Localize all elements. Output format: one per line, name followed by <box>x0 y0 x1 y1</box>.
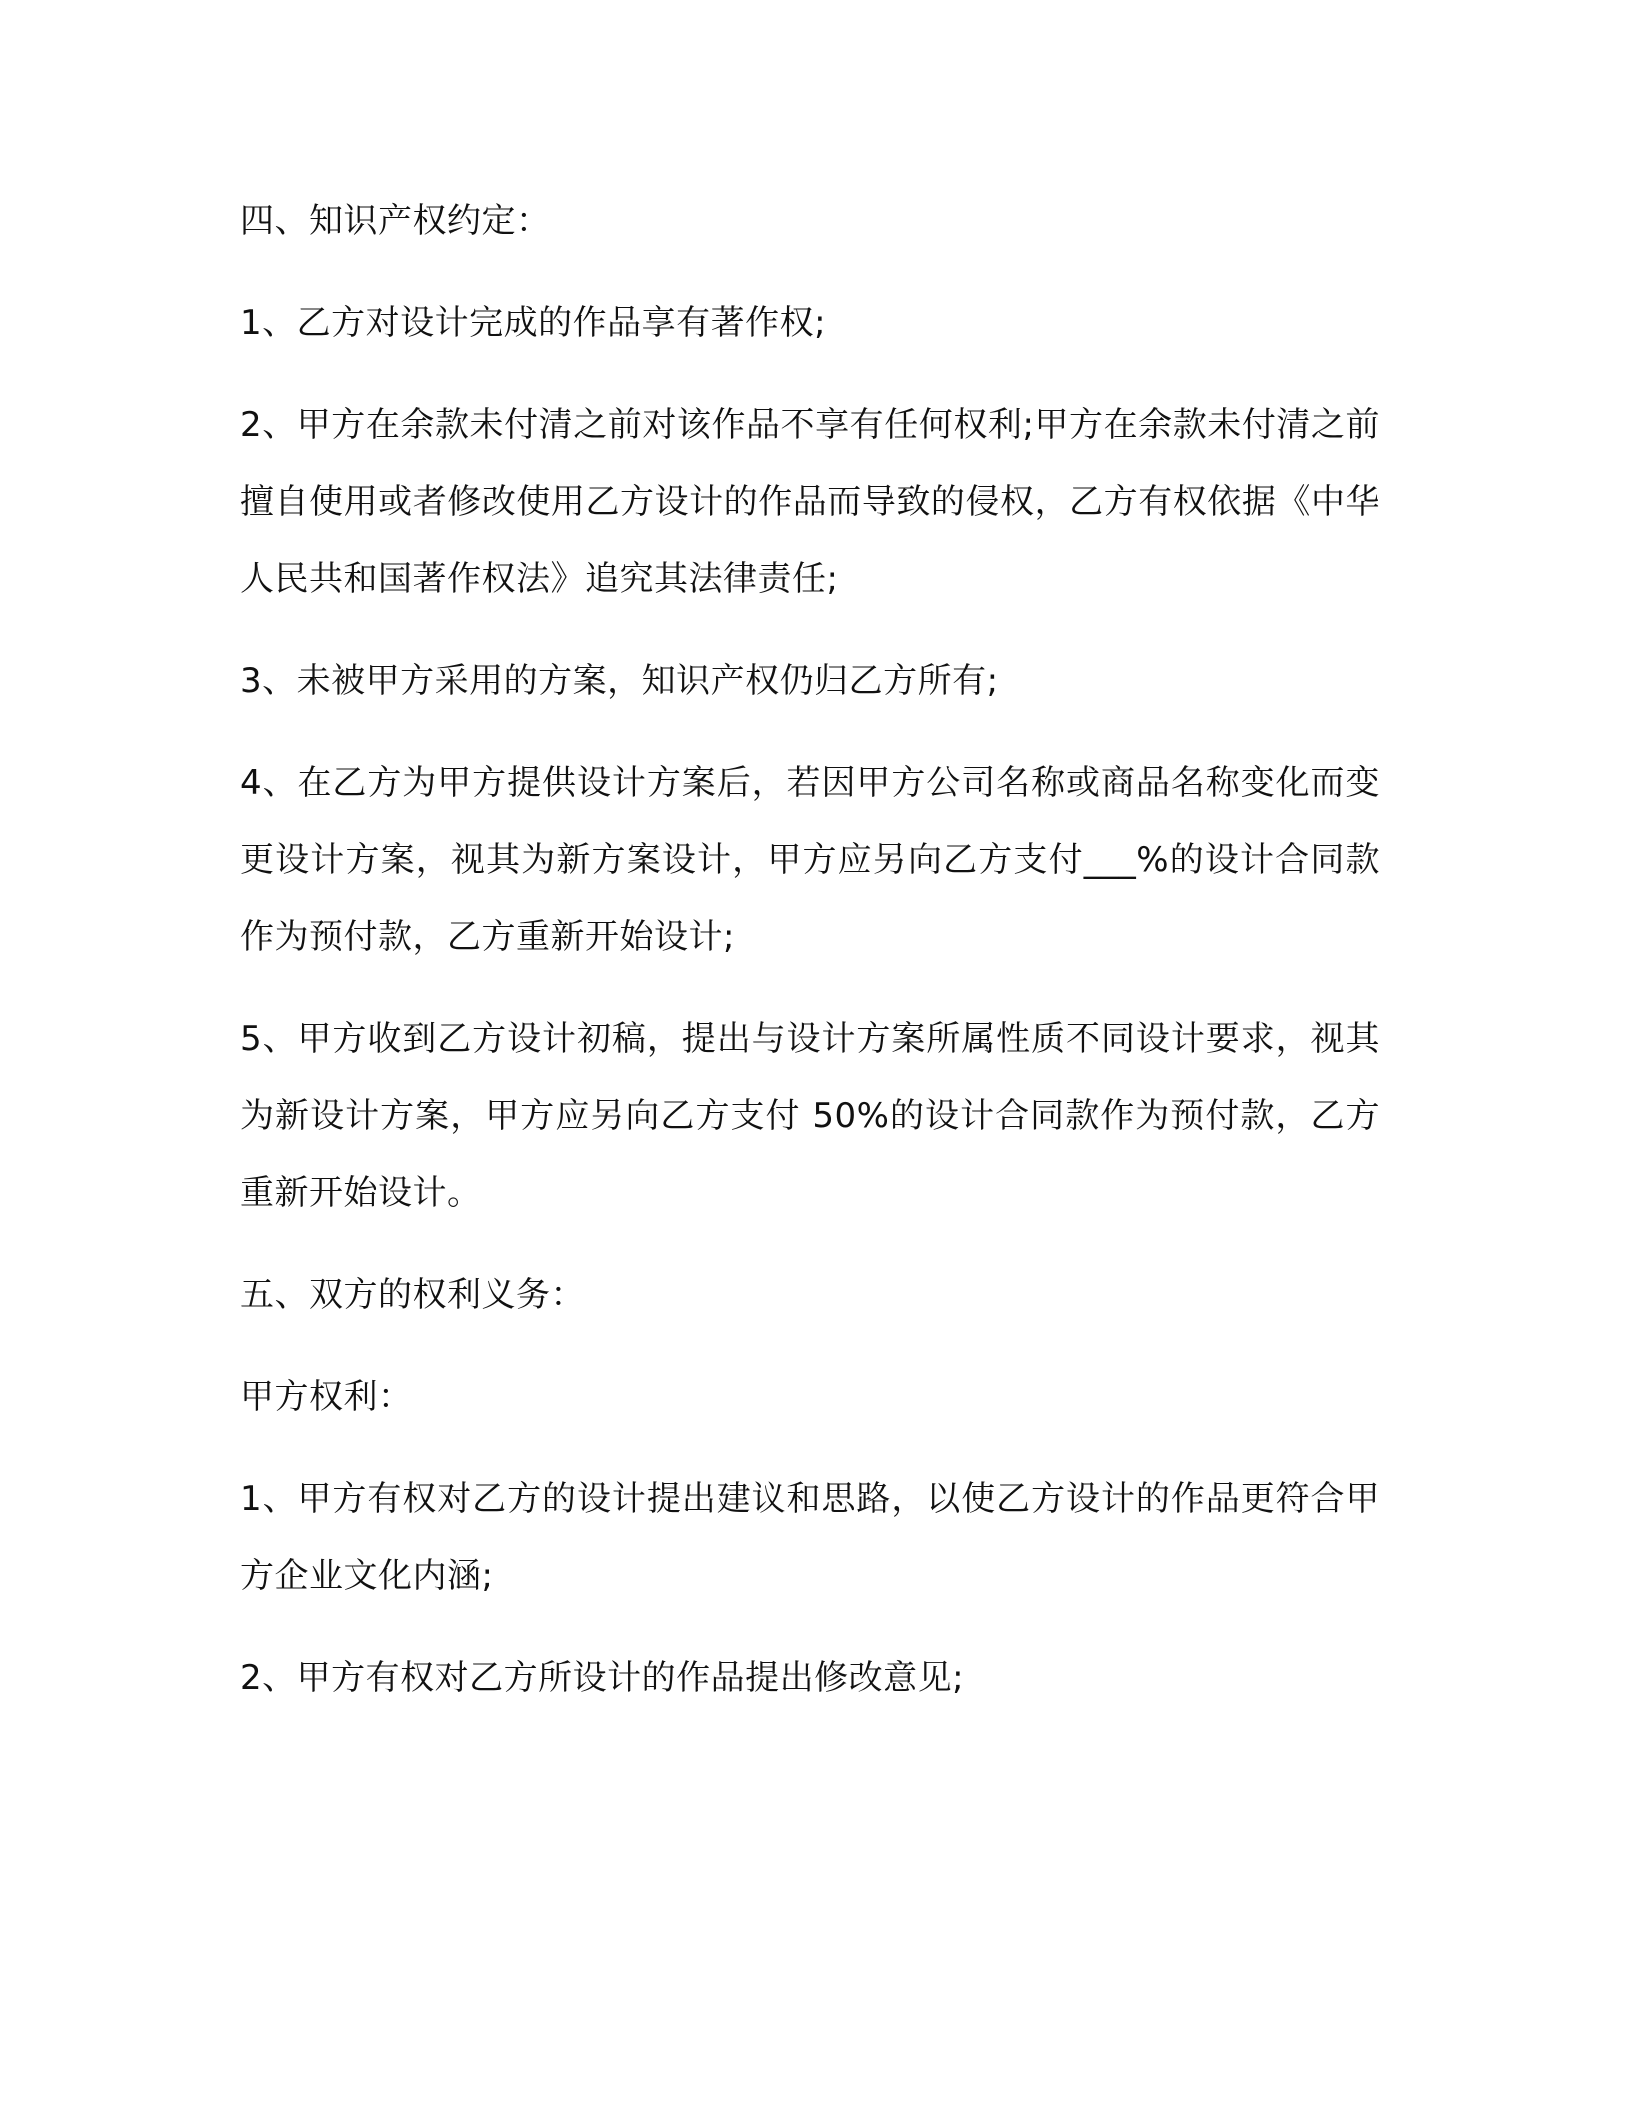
ip-clause-2: 2、甲方在余款未付清之前对该作品不享有任何权利;甲方在余款未付清之前擅自使用或者修改使用乙方设计的作品而导致的侵权，乙方有权依据《中华人民共和国著作权法》追究其法律责任; <box>240 405 1380 599</box>
party-a-right-2: 2、甲方有权对乙方所设计的作品提出修改意见; <box>240 1658 965 1698</box>
section-heading-ip: 四、知识产权约定： <box>240 201 551 241</box>
ip-clause-1: 1、乙方对设计完成的作品享有著作权; <box>240 303 827 343</box>
ip-clause-4: 4、在乙方为甲方提供设计方案后，若因甲方公司名称或商品名称变化而变更设计方案，视其为新方案设计，甲方应另向乙方支付___%的设计合同款作为预付款，乙方重新开始设计; <box>240 763 1380 957</box>
section-heading-rights: 五、双方的权利义务： <box>240 1275 585 1315</box>
subheading-party-a-rights: 甲方权利： <box>240 1377 413 1417</box>
document-body <box>240 183 1380 1742</box>
ip-clause-3: 3、未被甲方采用的方案，知识产权仍归乙方所有; <box>240 661 999 701</box>
party-a-right-1: 1、甲方有权对乙方的设计提出建议和思路，以使乙方设计的作品更符合甲方企业文化内涵; <box>240 1479 1380 1596</box>
ip-clause-5: 5、甲方收到乙方设计初稿，提出与设计方案所属性质不同设计要求，视其为新设计方案，甲方应另向乙方支付 50%的设计合同款作为预付款，乙方重新开始设计。 <box>240 1019 1380 1213</box>
